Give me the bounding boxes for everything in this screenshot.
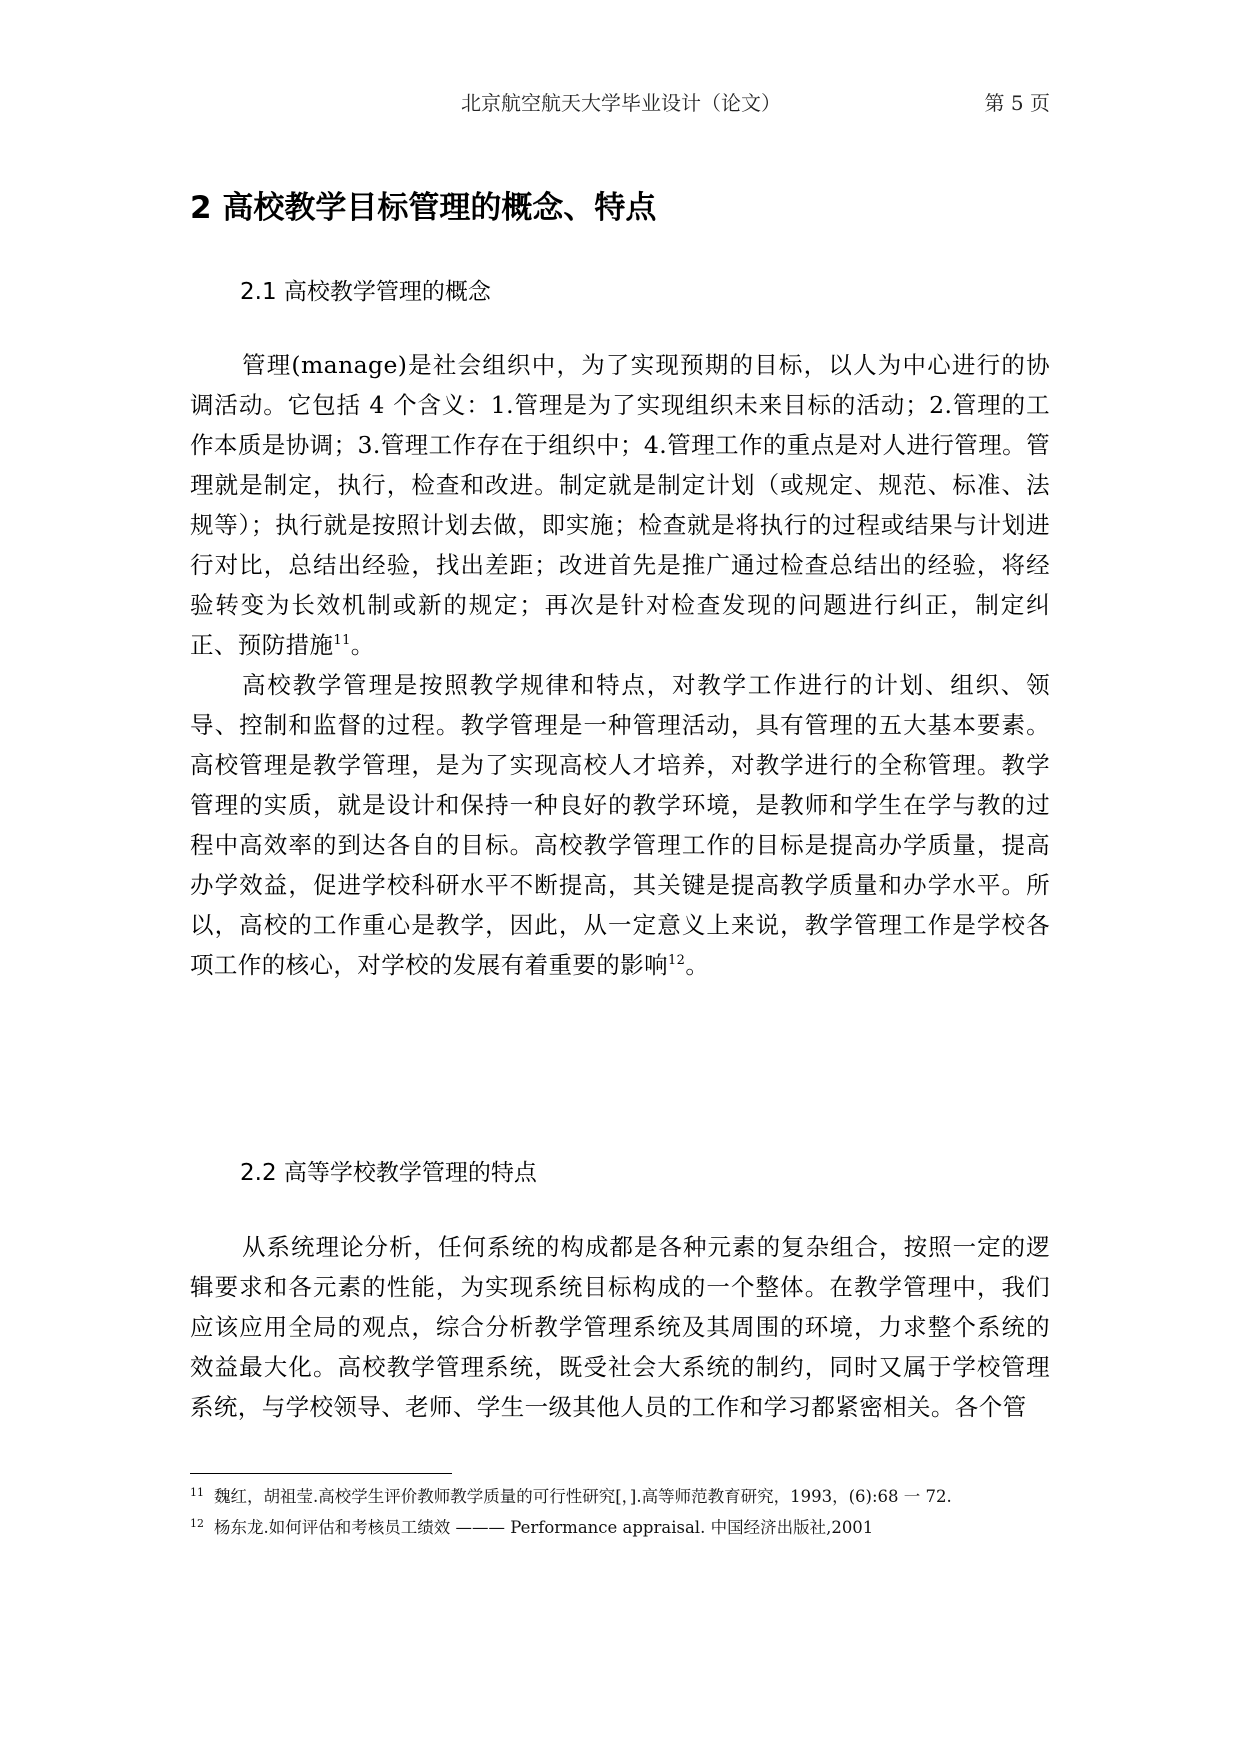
chapter-title: 2 高校教学目标管理的概念、特点 bbox=[190, 190, 657, 226]
header-title: 北京航空航天大学毕业设计（论文） bbox=[461, 91, 781, 115]
section-title-2-2: 2.2 高等学校教学管理的特点 bbox=[240, 1160, 537, 1186]
citation-ref[interactable]: 11 bbox=[333, 633, 351, 649]
paragraph bbox=[190, 345, 1050, 665]
paragraph bbox=[190, 1227, 1050, 1427]
footnote-mark: 11 bbox=[190, 1485, 204, 1499]
footnote bbox=[190, 1515, 873, 1541]
paragraph-end: 。 bbox=[350, 631, 375, 659]
citation-ref[interactable]: 12 bbox=[668, 953, 686, 969]
running-header bbox=[192, 86, 1050, 120]
footnote bbox=[190, 1484, 952, 1510]
footnote-mark: 12 bbox=[190, 1516, 204, 1530]
paragraph-end: 。 bbox=[685, 951, 710, 979]
footnote-separator bbox=[190, 1473, 452, 1474]
section-body-2-1 bbox=[190, 345, 1050, 985]
section-body-2-2 bbox=[190, 1227, 1050, 1427]
paragraph-text: 从系统理论分析，任何系统的构成都是各种元素的复杂组合，按照一定的逻辑要求和各元素的性能，为实现系统目标构成的一个整体。在教学管理中，我们应该应用全局的观点，综合分析教学管理系统及其周围的环境，力求整个系统的效益最大化。高校教学管理系统，既受社会大系统的制约，同时又属于学校管理系统，与学校领导、老师、学生一级其他人员的工作和学习都紧密相关。各个管 bbox=[190, 1233, 1050, 1421]
footnote-text: 杨东龙.如何评估和考核员工绩效 ——— Performance appraisal. 中国经济出版社,2001 bbox=[214, 1518, 874, 1537]
paragraph bbox=[190, 665, 1050, 985]
section-title-2-1: 2.1 高校教学管理的概念 bbox=[240, 279, 491, 305]
page-number: 第 5 页 bbox=[984, 91, 1050, 115]
footnote-text: 魏红，胡祖莹.高校学生评价教师教学质量的可行性研究[，].高等师范教育研究，1993，(6):68 一 72. bbox=[214, 1487, 952, 1506]
paragraph-text: 高校教学管理是按照教学规律和特点，对教学工作进行的计划、组织、领导、控制和监督的过程。教学管理是一种管理活动，具有管理的五大基本要素。高校管理是教学管理，是为了实现高校人才培养，对教学进行的全称管理。教学管理的实质，就是设计和保持一种良好的教学环境，是教师和学生在学与教的过程中高效率的到达各自的目标。高校教学管理工作的目标是提高办学质量，提高办学效益，促进学校科研水平不断提高，其关键是提高教学质量和办学水平。所以，高校的工作重心是教学，因此，从一定意义上来说，教学管理工作是学校各项工作的核心，对学校的发展有着重要的影响 bbox=[190, 671, 1050, 979]
paragraph-text: 管理(manage)是社会组织中，为了实现预期的目标，以人为中心进行的协调活动。它包括 4 个含义：1.管理是为了实现组织未来目标的活动；2.管理的工作本质是协调；3.管理工作存在于组织中；4.管理工作的重点是对人进行管理。管理就是制定，执行，检查和改进。制定就是制定计划（或规定、规范、标准、法规等）；执行就是按照计划去做，即实施；检查就是将执行的过程或结果与计划进行对比，总结出经验，找出差距；改进首先是推广通过检查总结出的经验，将经验转变为长效机制或新的规定；再次是针对检查发现的问题进行纠正，制定纠正、预防措施 bbox=[190, 351, 1050, 659]
